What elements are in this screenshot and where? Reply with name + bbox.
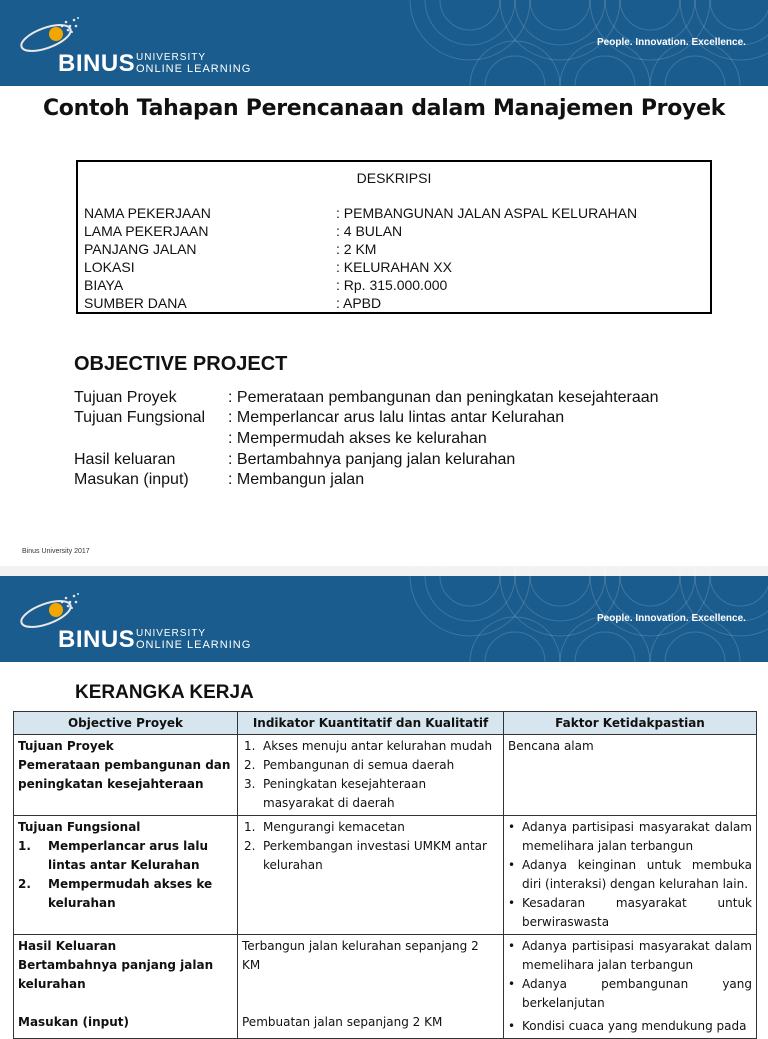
list-item: • Adanya pembangunan yang berkelanjutan [508, 977, 752, 1010]
list-item: 2. Pembangunan di semua daerah [244, 758, 455, 772]
slide-2 [0, 576, 768, 1033]
objective-cell [14, 735, 238, 816]
brand-subtitle-online: ONLINE LEARNING [136, 63, 252, 75]
description-row [84, 294, 704, 312]
objective-cell [14, 816, 238, 935]
description-row [84, 222, 704, 240]
list-item: 1. Memperlancar arus lalu lintas antar Kelurahan [18, 839, 209, 872]
description-row [84, 258, 704, 276]
objective-row [74, 429, 754, 449]
description-label: SUMBER DANA [84, 295, 187, 311]
uncertainty-text: Adanya keinginan untuk membuka diri (interaksi) dengan kelurahan lain. [522, 858, 752, 891]
list-item: • Adanya partisipasi masyarakat dalam memelihara jalan terbangun [508, 820, 752, 853]
indicator-text: Pembangunan di semua daerah [263, 758, 455, 772]
list-item: • Adanya keinginan untuk membuka diri (interaksi) dengan kelurahan lain. [508, 858, 752, 891]
description-row [84, 204, 704, 222]
objective-text: Bertambahnya panjang jalan kelurahan [18, 958, 214, 991]
slide-1-title: Contoh Tahapan Perencanaan dalam Manajemen Proyek [42, 96, 726, 121]
description-value: : 4 BULAN [336, 223, 403, 239]
description-label: NAMA PEKERJAAN [84, 205, 211, 221]
indicator-text: Peningkatan kesejahteraan masyarakat di daerah [263, 777, 427, 810]
indicator-text: Akses menuju antar kelurahan mudah [263, 739, 493, 753]
uncertainty-cell [504, 816, 757, 935]
list-item: • Adanya partisipasi masyarakat dalam memelihara jalan terbangun [508, 939, 752, 972]
table-row [14, 935, 757, 1039]
tagline: People. Innovation. Excellence. [597, 37, 746, 48]
brand-subtitle-online: ONLINE LEARNING [136, 639, 252, 651]
objective-title: Tujuan Proyek [18, 739, 114, 753]
indicator-text: Terbangun jalan kelurahan sepanjang 2 KM [242, 939, 479, 972]
description-value: : 2 KM [336, 241, 377, 257]
uncertainty-text: Adanya partisipasi masyarakat dalam memelihara jalan terbangun [522, 820, 752, 853]
objective-text: Pemerataan pembangunan dan peningkatan kesejahteraan [18, 758, 231, 791]
footer-copyright: Binus University 2017 [22, 548, 90, 555]
header-banner [0, 576, 768, 662]
objective-value: : Bertambahnya panjang jalan kelurahan [228, 451, 516, 468]
list-item: • Kondisi cuaca yang mendukung pada [508, 1019, 747, 1033]
objective-value: : Pemerataan pembangunan dan peningkatan kesejahteraan [228, 389, 659, 406]
objective-row [74, 470, 754, 490]
description-value: : PEMBANGUNAN JALAN ASPAL KELURAHAN [336, 205, 638, 221]
list-item: 1. Akses menuju antar kelurahan mudah [244, 739, 493, 753]
indicator-cell [238, 816, 504, 935]
header-banner [0, 0, 768, 86]
brand-name: BINUS [58, 626, 136, 653]
uncertainty-text: Adanya partisipasi masyarakat dalam memelihara jalan terbangun [522, 939, 752, 972]
description-box [76, 160, 712, 314]
description-label: BIAYA [84, 277, 124, 293]
description-row [84, 240, 704, 258]
table-row [14, 816, 757, 935]
list-item: 2. Mempermudah akses ke kelurahan [18, 877, 213, 910]
objective-heading: OBJECTIVE PROJECT [74, 353, 288, 375]
column-header: Objective Proyek [14, 712, 238, 735]
description-heading: DESKRIPSI [356, 170, 432, 186]
slide-separator [0, 566, 768, 576]
description-label: PANJANG JALAN [84, 241, 197, 257]
uncertainty-cell [504, 735, 757, 816]
objective-text: Memperlancar arus lalu lintas antar Kelurahan [48, 839, 209, 872]
column-header: Faktor Ketidakpastian [504, 712, 757, 735]
objective-title: Masukan (input) [18, 1015, 130, 1029]
slide-2-title: KERANGKA KERJA [75, 682, 254, 703]
objective-text: Mempermudah akses ke kelurahan [48, 877, 213, 910]
uncertainty-cell [504, 935, 757, 1039]
brand-subtitle-university: UNIVERSITY [136, 52, 207, 63]
tagline: People. Innovation. Excellence. [597, 613, 746, 624]
indicator-text: Mengurangi kemacetan [263, 820, 405, 834]
indicator-cell [238, 935, 504, 1039]
description-row [84, 276, 704, 294]
description-label: LAMA PEKERJAAN [84, 223, 209, 239]
list-item: 2. Perkembangan investasi UMKM antar kelurahan [244, 839, 487, 872]
objective-value: : Membangun jalan [228, 471, 365, 488]
table-header-row [14, 712, 757, 735]
objective-label: Hasil keluaran [74, 451, 176, 468]
indicator-text: Perkembangan investasi UMKM antar kelurahan [263, 839, 487, 872]
description-value: : Rp. 315.000.000 [336, 277, 448, 293]
list-item: 3. Peningkatan kesejahteraan masyarakat di daerah [244, 777, 427, 810]
description-value: : APBD [336, 295, 382, 311]
column-header: Indikator Kuantitatif dan Kualitatif [238, 712, 504, 735]
description-label: LOKASI [84, 259, 135, 275]
uncertainty-text: Adanya pembangunan yang berkelanjutan [522, 977, 752, 1010]
objective-label: Tujuan Proyek [74, 389, 177, 406]
brand-subtitle-university: UNIVERSITY [136, 628, 207, 639]
indicator-cell [238, 735, 504, 816]
objective-row [74, 388, 754, 408]
list-item: 1. Mengurangi kemacetan [244, 820, 405, 834]
description-value: : KELURAHAN XX [336, 259, 452, 275]
objective-label: Masukan (input) [74, 471, 189, 488]
framework-table [13, 711, 757, 1039]
objective-row [74, 450, 754, 470]
uncertainty-text: Kondisi cuaca yang mendukung pada [522, 1019, 747, 1033]
list-item: • Kesadaran masyarakat untuk berwiraswasta [508, 896, 752, 929]
indicator-text: Pembuatan jalan sepanjang 2 KM [242, 1015, 443, 1029]
objective-title: Hasil Keluaran [18, 939, 117, 953]
objective-value: : Memperlancar arus lalu lintas antar Kelurahan [228, 409, 565, 426]
objective-row [74, 408, 754, 428]
objective-value: : Mempermudah akses ke kelurahan [228, 430, 487, 447]
brand-name: BINUS [58, 50, 136, 77]
uncertainty-text: Kesadaran masyarakat untuk berwiraswasta [522, 896, 752, 929]
uncertainty-text: Bencana alam [508, 739, 594, 753]
table-row [14, 735, 757, 816]
objective-label: Tujuan Fungsional [74, 409, 206, 426]
objective-title: Tujuan Fungsional [18, 820, 141, 834]
objective-cell [14, 935, 238, 1039]
